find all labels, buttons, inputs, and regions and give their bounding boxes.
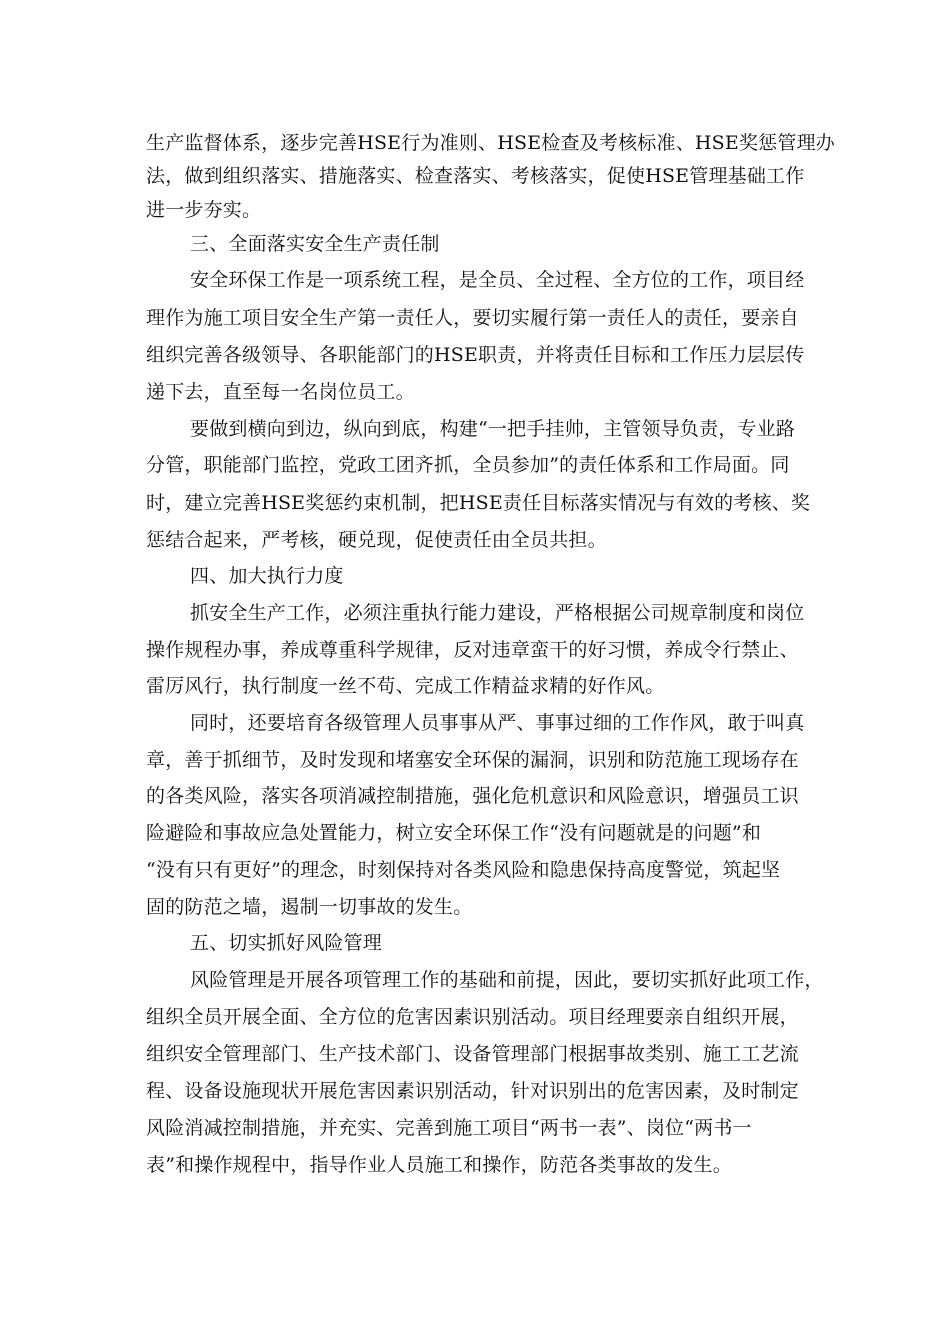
text-line: 安全环保工作是一项系统工程，是全员、全过程、全方位的工作，项目经 [190, 269, 805, 291]
text-line: 表”和操作规程中，指导作业人员施工和操作，防范各类事故的发生。 [146, 1154, 732, 1176]
text-line: 雷厉风行，执行制度一丝不苟、完成工作精益求精的好作风。 [146, 675, 665, 697]
text-line: 分管，职能部门监控，党政工团齐抓，全员参加”的责任体系和工作局面。同 [146, 454, 790, 476]
text-line: 组织安全管理部门、生产技术部门、设备管理部门根据事故类别、施工工艺流 [146, 1043, 799, 1065]
text-line: 操作规程办事，养成尊重科学规律，反对违章蛮干的好习惯，养成令行禁止、 [146, 639, 799, 661]
text-line: 生产监督体系，逐步完善HSE行为准则、HSE检查及考核标准、HSE奖惩管理办 [146, 132, 835, 154]
text-line: 组织全员开展全面、全方位的危害因素识别活动。项目经理要亲自组织开展， [146, 1006, 799, 1028]
text-line: 章，善于抓细节，及时发现和堵塞安全环保的漏洞，识别和防范施工现场存在 [146, 749, 799, 771]
section-heading: 五、切实抓好风险管理 [190, 932, 383, 954]
text-line: “没有只有更好”的理念，时刻保持对各类风险和隐患保持高度警觉，筑起坚 [146, 859, 781, 881]
text-line: 风险消减控制措施，并充实、完善到施工项目“两书一表”、岗位“两书一 [146, 1117, 752, 1139]
text-line: 理作为施工项目安全生产第一责任人，要切实履行第一责任人的责任，要亲自 [146, 307, 799, 329]
text-line: 要做到横向到边，纵向到底，构建“一把手挂帅，主管领导负责，专业路 [190, 418, 796, 440]
text-line: 险避险和事故应急处置能力，树立安全环保工作“没有问题就是的问题”和 [146, 822, 762, 844]
section-heading: 四、加大执行力度 [190, 565, 344, 587]
text-line: 惩结合起来，严考核，硬兑现，促使责任由全员共担。 [146, 529, 607, 551]
text-line: 的各类风险，落实各项消减控制措施，强化危机意识和风险意识，增强员工识 [146, 785, 799, 807]
text-line: 进一步夯实。 [146, 199, 262, 221]
text-line: 同时，还要培育各级管理人员事事从严、事事过细的工作作风，敢于叫真 [190, 712, 805, 734]
section-heading: 三、全面落实安全生产责任制 [190, 233, 440, 255]
text-line: 法，做到组织落实、措施落实、检查落实、考核落实，促使HSE管理基础工作 [146, 165, 805, 187]
text-line: 风险管理是开展各项管理工作的基础和前提，因此，要切实抓好此项工作， [190, 969, 824, 991]
text-line: 程、设备设施现状开展危害因素识别活动，针对识别出的危害因素，及时制定 [146, 1080, 799, 1102]
text-line: 固的防范之墙，遏制一切事故的发生。 [146, 896, 473, 918]
text-line: 组织完善各级领导、各职能部门的HSE职责，并将责任目标和工作压力层层传 [146, 344, 805, 366]
text-line: 时，建立完善HSE奖惩约束机制，把HSE责任目标落实情况与有效的考核、奖 [146, 492, 811, 514]
text-line: 递下去，直至每一名岗位员工。 [146, 381, 415, 403]
text-line: 抓安全生产工作，必须注重执行能力建设，严格根据公司规章制度和岗位 [190, 602, 805, 624]
